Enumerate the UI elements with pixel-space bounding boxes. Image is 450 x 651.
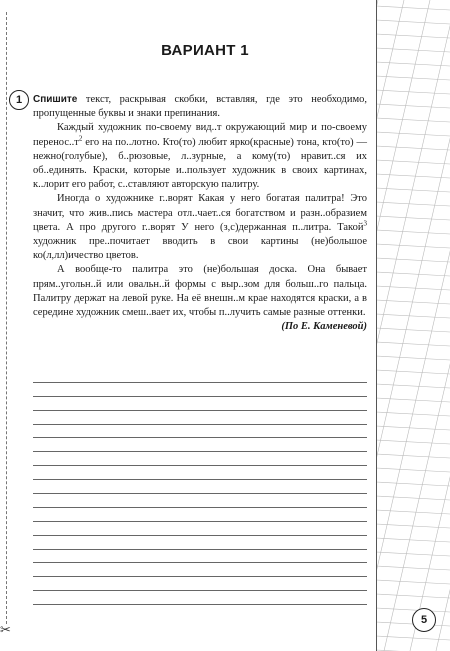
margin-guide-line [376,76,450,80]
paragraph-text: А вообще-то палитра это (не)большая доска. Она бывает прям..угольн..й или овальн..й формы с выр..зом для больш..го пальца. Палитру держат на левой руке. На её внешн..м крае находятся краски, а в середине художник смеш..вает их, чтобы п..лучить самые разные оттенки. [33,264,367,319]
writing-line[interactable] [33,563,367,577]
writing-line[interactable] [33,522,367,536]
writing-line[interactable] [33,369,367,383]
margin-guide-line [376,454,450,458]
instruction-text: текст, раскрывая скобки, вставляя, где это необходимо, пропущенные буквы и знаки препинания. [33,94,367,120]
writing-line[interactable] [33,425,367,439]
task-text [33,121,367,320]
cut-line [6,12,7,624]
margin-slant-line [376,0,450,651]
writing-line[interactable] [33,466,367,480]
margin-guide-line [376,510,450,514]
paragraph-text: художник пре..почитает вводить в свои картины (не)большое ко(л,лл)ичество цветов. [33,236,367,262]
margin-guide-line [376,90,450,94]
margin-guide-line [376,426,450,430]
instruction-verb: Спишите [33,94,78,105]
answer-writing-lines[interactable] [33,369,367,605]
margin-guide-line [376,552,450,556]
margin-guide-line [376,482,450,486]
margin-guide-line [376,146,450,150]
text-paragraph [33,121,367,192]
paragraph-text: Иногда о художнике г..ворят Какая у него богатая палитра! Это значит, что жив..пись мастера отл..чает..ся богатством и разн..образием цвета. А про другого г..ворят У него (з,с)держанная п..литра. Такой [33,193,367,233]
writing-line[interactable] [33,591,367,605]
margin-guide-line [376,244,450,248]
margin-guide-line [376,314,450,318]
margin-guide-line [376,538,450,542]
writing-line[interactable] [33,536,367,550]
margin-guide-line [376,272,450,276]
margin-guide-line [376,230,450,234]
margin-guide-line [376,608,450,612]
margin-guide-line [376,216,450,220]
writing-line[interactable] [33,494,367,508]
writing-line[interactable] [33,508,367,522]
writing-line[interactable] [33,383,367,397]
margin-border [376,0,377,651]
text-paragraph [33,192,367,263]
margin-guide-line [376,384,450,388]
writing-line[interactable] [33,411,367,425]
margin-guide-line [376,104,450,108]
margin-guide-line [376,496,450,500]
margin-guide-line [376,370,450,374]
writing-line[interactable] [33,577,367,591]
margin-guide-line [376,594,450,598]
page-title: ВАРИАНТ 1 [161,42,249,59]
margin-slant-line [384,0,450,651]
margin-guide-line [376,174,450,178]
page-number: 5 [412,608,436,632]
scissors-icon: ✂ [0,623,11,638]
margin-guide-line [376,20,450,24]
paragraph-text: его на по..лотно. Кто(то) любит ярко(красные) тона, кто(то) — нежно(голубые), б..рюзовые, л..зурные, а кому(то) нравит..ся их об..единять. Краски, которые и..пользует художник в своих картинах, к..лорит его работ, с..ставляют авторскую палитру. [33,136,367,191]
writing-line[interactable] [33,438,367,452]
writing-line[interactable] [33,480,367,494]
margin-guide-line [376,132,450,136]
margin-guide-line [376,566,450,570]
margin-guide-lines [376,0,450,651]
margin-slant-line [436,0,450,651]
margin-guide-line [376,188,450,192]
task-content [33,93,367,334]
margin-guide-line [376,62,450,66]
task-number-badge: 1 [9,90,29,110]
writing-line[interactable] [33,452,367,466]
writing-line[interactable] [33,550,367,564]
margin-guide-line [376,440,450,444]
margin-guide-line [376,398,450,402]
margin-guide-line [376,34,450,38]
margin-hatch [376,0,450,651]
margin-guide-line [376,6,450,10]
text-paragraph [33,263,367,320]
margin-guide-line [376,48,450,52]
margin-guide-line [376,468,450,472]
margin-slant-line [410,0,450,651]
margin-guide-line [376,342,450,346]
writing-line[interactable] [33,397,367,411]
margin-guide-line [376,356,450,360]
margin-slant-line [376,0,450,651]
margin-guide-line [376,286,450,290]
text-source: (По Е. Каменевой) [281,321,367,333]
paragraph-text: Каждый художник по-своему вид..т окружающий мир и по-своему перенос..т [33,122,367,148]
margin-guide-line [376,580,450,584]
margin-guide-line [376,160,450,164]
margin-slant-line [376,0,450,651]
grammar-task-marker: 2 [78,134,83,143]
margin-guide-line [376,258,450,262]
margin-guide-line [376,118,450,122]
task-instruction [33,93,367,121]
margin-guide-line [376,202,450,206]
grammar-task-marker: 3 [363,219,367,228]
margin-guide-line [376,328,450,332]
